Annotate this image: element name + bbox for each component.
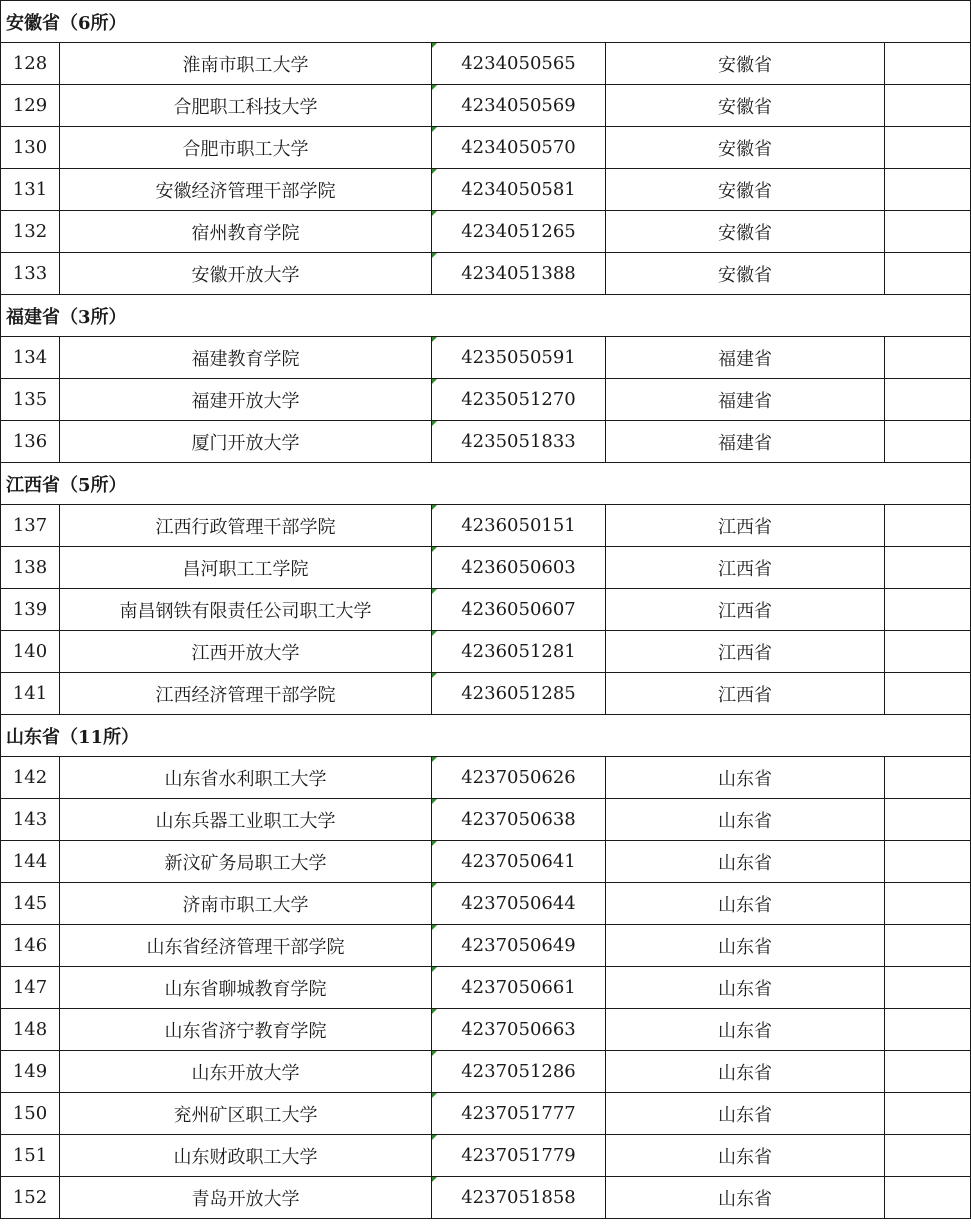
row-number-cell: 143	[1, 799, 60, 841]
table-row	[1, 1051, 971, 1093]
note-cell	[885, 169, 971, 211]
province-cell: 山东省	[606, 1177, 885, 1219]
province-cell: 江西省	[606, 505, 885, 547]
institution-code-cell: 4236050603	[432, 547, 606, 589]
table-row	[1, 421, 971, 463]
institution-name-cell: 济南市职工大学	[60, 883, 432, 925]
institution-code-cell: 4236051281	[432, 631, 606, 673]
row-number-cell: 140	[1, 631, 60, 673]
institution-code-cell: 4237051286	[432, 1051, 606, 1093]
institution-name-cell: 安徽开放大学	[60, 253, 432, 295]
section-title: 山东省（11所）	[1, 715, 971, 757]
institution-code-cell: 4237050663	[432, 1009, 606, 1051]
note-cell	[885, 211, 971, 253]
note-cell	[885, 589, 971, 631]
note-cell	[885, 841, 971, 883]
table-row	[1, 1009, 971, 1051]
table-row	[1, 337, 971, 379]
section-title: 江西省（5所）	[1, 463, 971, 505]
institution-code-cell: 4236050151	[432, 505, 606, 547]
note-cell	[885, 43, 971, 85]
table-row	[1, 547, 971, 589]
table-row	[1, 211, 971, 253]
note-cell	[885, 1135, 971, 1177]
institution-code-cell: 4237051777	[432, 1093, 606, 1135]
institution-code-cell: 4237050644	[432, 883, 606, 925]
section-title: 安徽省（6所）	[1, 1, 971, 43]
table-row	[1, 589, 971, 631]
table-body	[1, 1, 971, 1219]
row-number-cell: 150	[1, 1093, 60, 1135]
table-row	[1, 967, 971, 1009]
institution-name-cell: 宿州教育学院	[60, 211, 432, 253]
province-cell: 安徽省	[606, 211, 885, 253]
institution-code-cell: 4235051833	[432, 421, 606, 463]
institution-code-cell: 4236051285	[432, 673, 606, 715]
table-row	[1, 757, 971, 799]
row-number-cell: 149	[1, 1051, 60, 1093]
institution-code-cell: 4237050626	[432, 757, 606, 799]
note-cell	[885, 799, 971, 841]
note-cell	[885, 505, 971, 547]
row-number-cell: 152	[1, 1177, 60, 1219]
row-number-cell: 134	[1, 337, 60, 379]
province-cell: 山东省	[606, 1135, 885, 1177]
institution-name-cell: 兖州矿区职工大学	[60, 1093, 432, 1135]
institution-code-cell: 4237051779	[432, 1135, 606, 1177]
row-number-cell: 147	[1, 967, 60, 1009]
institution-code-cell: 4237050649	[432, 925, 606, 967]
row-number-cell: 142	[1, 757, 60, 799]
section-header-row	[1, 1, 971, 43]
province-cell: 山东省	[606, 1093, 885, 1135]
table-row	[1, 1135, 971, 1177]
section-title: 福建省（3所）	[1, 295, 971, 337]
note-cell	[885, 631, 971, 673]
province-cell: 山东省	[606, 1009, 885, 1051]
institution-name-cell: 山东兵器工业职工大学	[60, 799, 432, 841]
note-cell	[885, 1051, 971, 1093]
institution-code-cell: 4237050641	[432, 841, 606, 883]
note-cell	[885, 673, 971, 715]
row-number-cell: 146	[1, 925, 60, 967]
province-cell: 山东省	[606, 925, 885, 967]
section-header-row	[1, 295, 971, 337]
institution-name-cell: 南昌钢铁有限责任公司职工大学	[60, 589, 432, 631]
table-row	[1, 841, 971, 883]
note-cell	[885, 925, 971, 967]
institution-name-cell: 山东省经济管理干部学院	[60, 925, 432, 967]
institution-name-cell: 山东省济宁教育学院	[60, 1009, 432, 1051]
province-cell: 江西省	[606, 673, 885, 715]
note-cell	[885, 253, 971, 295]
row-number-cell: 136	[1, 421, 60, 463]
note-cell	[885, 1009, 971, 1051]
row-number-cell: 132	[1, 211, 60, 253]
institution-code-cell: 4237051858	[432, 1177, 606, 1219]
institution-name-cell: 合肥市职工大学	[60, 127, 432, 169]
note-cell	[885, 421, 971, 463]
province-cell: 山东省	[606, 967, 885, 1009]
institution-name-cell: 江西经济管理干部学院	[60, 673, 432, 715]
note-cell	[885, 757, 971, 799]
province-cell: 福建省	[606, 337, 885, 379]
institution-name-cell: 山东省水利职工大学	[60, 757, 432, 799]
province-cell: 安徽省	[606, 43, 885, 85]
institution-code-cell: 4234051265	[432, 211, 606, 253]
table-row	[1, 925, 971, 967]
institution-name-cell: 新汶矿务局职工大学	[60, 841, 432, 883]
institution-name-cell: 淮南市职工大学	[60, 43, 432, 85]
table-row	[1, 253, 971, 295]
province-cell: 山东省	[606, 883, 885, 925]
institution-code-cell: 4234050570	[432, 127, 606, 169]
row-number-cell: 141	[1, 673, 60, 715]
note-cell	[885, 337, 971, 379]
note-cell	[885, 883, 971, 925]
row-number-cell: 133	[1, 253, 60, 295]
province-cell: 山东省	[606, 799, 885, 841]
row-number-cell: 148	[1, 1009, 60, 1051]
institution-name-cell: 厦门开放大学	[60, 421, 432, 463]
province-cell: 江西省	[606, 547, 885, 589]
section-header-row	[1, 715, 971, 757]
institution-code-cell: 4237050638	[432, 799, 606, 841]
row-number-cell: 138	[1, 547, 60, 589]
note-cell	[885, 547, 971, 589]
institution-code-cell: 4234050565	[432, 43, 606, 85]
province-cell: 安徽省	[606, 127, 885, 169]
table-row	[1, 127, 971, 169]
table-row	[1, 799, 971, 841]
table-row	[1, 85, 971, 127]
note-cell	[885, 967, 971, 1009]
row-number-cell: 130	[1, 127, 60, 169]
table-row	[1, 1093, 971, 1135]
institution-code-cell: 4237050661	[432, 967, 606, 1009]
note-cell	[885, 1177, 971, 1219]
row-number-cell: 137	[1, 505, 60, 547]
province-cell: 福建省	[606, 421, 885, 463]
province-cell: 江西省	[606, 631, 885, 673]
note-cell	[885, 1093, 971, 1135]
row-number-cell: 144	[1, 841, 60, 883]
row-number-cell: 128	[1, 43, 60, 85]
province-cell: 福建省	[606, 379, 885, 421]
province-cell: 山东省	[606, 841, 885, 883]
institution-name-cell: 青岛开放大学	[60, 1177, 432, 1219]
institution-code-cell: 4235050591	[432, 337, 606, 379]
table-row	[1, 883, 971, 925]
row-number-cell: 151	[1, 1135, 60, 1177]
table-row	[1, 505, 971, 547]
row-number-cell: 139	[1, 589, 60, 631]
institution-code-cell: 4236050607	[432, 589, 606, 631]
row-number-cell: 145	[1, 883, 60, 925]
institution-name-cell: 江西开放大学	[60, 631, 432, 673]
row-number-cell: 131	[1, 169, 60, 211]
institution-name-cell: 山东财政职工大学	[60, 1135, 432, 1177]
province-cell: 山东省	[606, 1051, 885, 1093]
institution-code-cell: 4235051270	[432, 379, 606, 421]
province-cell: 安徽省	[606, 169, 885, 211]
institution-name-cell: 山东省聊城教育学院	[60, 967, 432, 1009]
institution-name-cell: 山东开放大学	[60, 1051, 432, 1093]
institution-code-cell: 4234050569	[432, 85, 606, 127]
province-cell: 山东省	[606, 757, 885, 799]
province-cell: 安徽省	[606, 85, 885, 127]
table-row	[1, 673, 971, 715]
table-row	[1, 1177, 971, 1219]
note-cell	[885, 127, 971, 169]
institution-name-cell: 安徽经济管理干部学院	[60, 169, 432, 211]
institution-name-cell: 江西行政管理干部学院	[60, 505, 432, 547]
note-cell	[885, 85, 971, 127]
institution-name-cell: 福建开放大学	[60, 379, 432, 421]
table-row	[1, 631, 971, 673]
institution-name-cell: 福建教育学院	[60, 337, 432, 379]
province-cell: 江西省	[606, 589, 885, 631]
province-cell: 安徽省	[606, 253, 885, 295]
table-row	[1, 169, 971, 211]
section-header-row	[1, 463, 971, 505]
institution-code-cell: 4234051388	[432, 253, 606, 295]
row-number-cell: 129	[1, 85, 60, 127]
note-cell	[885, 379, 971, 421]
row-number-cell: 135	[1, 379, 60, 421]
institution-name-cell: 合肥职工科技大学	[60, 85, 432, 127]
institution-name-cell: 昌河职工工学院	[60, 547, 432, 589]
table-row	[1, 379, 971, 421]
institution-code-cell: 4234050581	[432, 169, 606, 211]
table-row	[1, 43, 971, 85]
